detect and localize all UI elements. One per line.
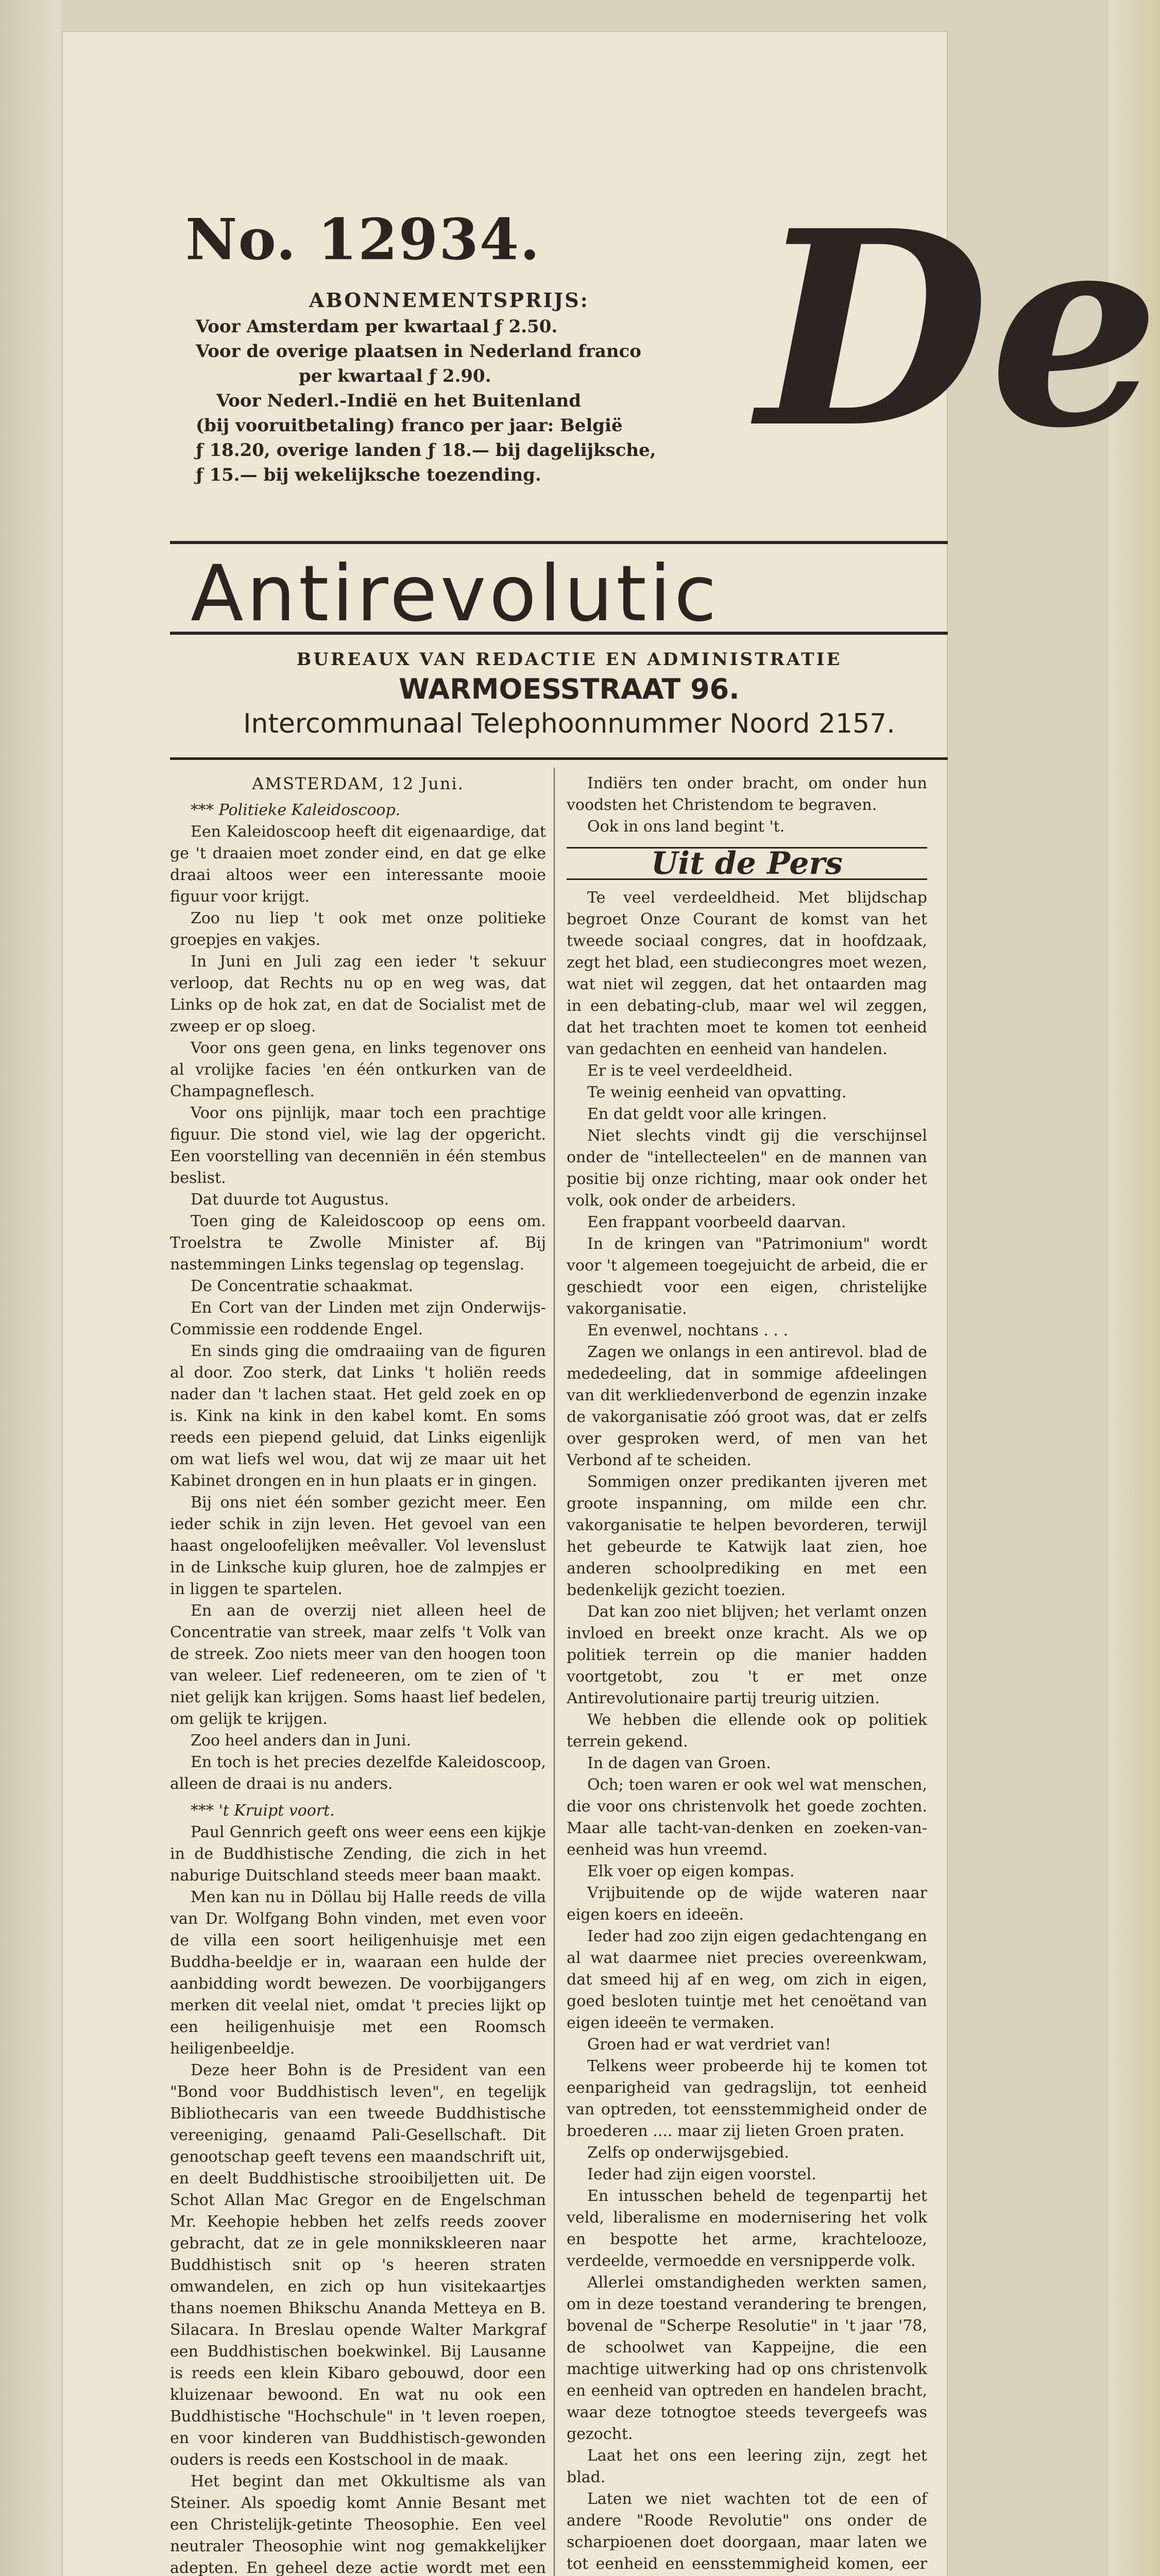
- subscription-prices: [196, 314, 711, 487]
- paragraph: Te weinig eenheid van opvatting.: [587, 1083, 847, 1101]
- paragraph: Er is te veel verdeeldheid.: [587, 1062, 793, 1080]
- paragraph: Deze heer Bohn is de President van een "Bond voor Buddhistisch leven", en tegelijk Bibliothecaris van een tweede Buddhistische vereeniging, genaamd Pali-Gesellschaft. Dit genootschap geeft tevens een maandschrift uit, en deelt Buddhistische strooibiljetten uit. De Schot Allan Mac Gregor en de Engelschman Mr. Keehopie hebben het zelfs reeds zoover gebracht, dat ze in gele monnikskleeren naar Buddhistisch snit op 's heeren straten omwandelen, en zich op hun visitekaartjes thans noemen Bhikschu Ananda Metteya en B. Silacara. In Breslau opende Walter Markgraf een Buddhistischen boekwinkel. Bij Lausanne is reeds een klein Kibaro gebouwd, door een kluizenaar bewoond. En wat nu ook een Buddhistische "Hochschule" in 't leven roepen, en voor kinderen van Buddhistisch-gewonden ouders is reeds een Kostschool in de maak.: [170, 2061, 546, 2469]
- masthead-title: Antirevolutic: [191, 549, 720, 639]
- press-heading: Uit de Pers: [567, 847, 927, 880]
- paragraph: Zelfs op onderwijsgebied.: [587, 2144, 789, 2162]
- paragraph: Ieder had zijn eigen voorstel.: [587, 2165, 816, 2183]
- masthead-title-strip: [170, 541, 948, 639]
- paragraph: En sinds ging die omdraaiing van de figuren al door. Zoo sterk, dat Links 't holiën reeds nader dan 't lachen staat. Het geld zoek en op is. Kink na kink in den kabel komt. En soms reeds een piepend geluid, dat Links eigenlijk om wat liefs wel wou, dat wij ze maar uit het Kabinet drongen en in hun plaats er in gingen.: [170, 1342, 546, 1490]
- paragraph: En intusschen beheld de tegenpartij het veld, liberalisme en modernisering het volk en bespotte het arme, krachtelooze, verdeelde, vermoedde en versnipperde volk.: [567, 2187, 927, 2270]
- paragraph: Zagen we onlangs in een antirevol. blad de mededeeling, dat in sommige afdeelingen van dit werkliedenverbond de egenzin inzake de vakorganisatie zóó groot was, dat er zelfs over gesproken werd, of men van het Verbond af te scheiden.: [567, 1343, 927, 1469]
- paragraph: In Juni en Juli zag een ieder 't sekuur verloop, dat Rechts nu op en weg was, dat Links op de hok zat, en dat de Socialist met de zweep er op sloeg.: [170, 953, 546, 1036]
- paragraph: Te veel verdeeldheid. Met blijdschap begroet Onze Courant de komst van het tweede sociaal congres, dat in hoofdzaak, zegt het blad, een studiecongres moet wezen, wat niet wil zeggen, dat het ontaarden mag in een debating-club, maar wel wil zeggen, dat het trachten moet te komen tot eenheid van gedachten en eenheid van handelen.: [567, 889, 927, 1058]
- paragraph: Groen had er wat verdriet van!: [587, 2036, 831, 2054]
- paragraph: Ook in ons land begint 't.: [587, 818, 785, 836]
- paragraph: Een Kaleidoscoop heeft dit eigenaardige, dat ge 't draaien moet zonder eind, en dat ge elke draai altoos weer een interessante mooie figuur voor krijgt.: [170, 823, 546, 906]
- paragraph: Dat kan zoo niet blijven; het verlamt onzen invloed en breekt onze kracht. Als we op politiek terrein op die manier hadden voortgetobt, zou 't er met onze Antirevolutionaire partij treurig uitzien.: [567, 1603, 927, 1707]
- left-paper-edge: [0, 0, 61, 2576]
- paragraph: Paul Gennrich geeft ons weer eens een kijkje in de Buddhistische Zending, die zich in het naburige Duitschland steeds meer baan maakt.: [170, 1823, 546, 1885]
- paragraph: Zoo heel anders dan in Juni.: [191, 1732, 412, 1750]
- paragraph: En Cort van der Linden met zijn Onderwijs-Commissie een roddende Engel.: [170, 1299, 546, 1338]
- subscription-line: ƒ 18.20, overige landen ƒ 18.— bij dagelijksche,: [196, 440, 656, 461]
- paragraph: En aan de overzij niet alleen heel de Concentratie van streek, maar zelfs 't Volk van de streek. Zoo niets meer van den hoogen toon van weleer. Lief redeneeren, om te zien of 't niet gelijk kan krijgen. Soms haast lief bedelen, om gelijk te krijgen.: [170, 1602, 546, 1728]
- paragraph: Laat het ons een leering zijn, zegt het blad.: [567, 2447, 927, 2486]
- subscription-line: ƒ 15.— bij wekelijksche toezending.: [196, 465, 541, 485]
- paragraph: Bij ons niet één somber gezicht meer. Een ieder schik in zijn leven. Het gevoel van een haast ongeloofelijken meêvaller. Vol levenslust in de Linksche kuip gluren, hoe de zalmpjes er in liggen te spartelen.: [170, 1494, 546, 1598]
- subscription-line: (bij vooruitbetaling) franco per jaar: België: [196, 415, 623, 436]
- paragraph: Een frappant voorbeeld daarvan.: [587, 1213, 846, 1231]
- office-phone: Intercommunaal Telephoonnummer Noord 2157.: [243, 708, 895, 739]
- paragraph: Telkens weer probeerde hij te komen tot eenparigheid van gedragslijn, tot eenheid van optreden, tot eensstemmigheid onder de broederen .... maar zij lieten Groen praten.: [567, 2057, 927, 2140]
- column-divider: [554, 768, 555, 2576]
- paragraph: Voor ons pijnlijk, maar toch een prachtige figuur. Die stond viel, wie lag der opgericht. Een voorstelling van decenniën in één stembus beslist.: [170, 1104, 546, 1187]
- section2-body: [170, 1822, 546, 2576]
- paragraph: Dat duurde tot Augustus.: [191, 1191, 389, 1209]
- paragraph: De Concentratie schaakmat.: [191, 1277, 414, 1295]
- dateline: AMSTERDAM, 12 Juni.: [252, 774, 464, 793]
- subscription-line: per kwartaal ƒ 2.90.: [299, 366, 491, 386]
- paragraph: Allerlei omstandigheden werkten samen, om in deze toestand verandering te brengen, bovenal de "Scherpe Resolutie" in 't jaar '78, de schoolwet van Kappeijne, die een machtige uitwerking had op ons christenvolk en eenheid van optreden en handelen bracht, waar deze totnogtoe steeds tevergeefs was gezocht.: [567, 2274, 927, 2443]
- office-street: WARMOESSTRAAT 96.: [399, 673, 740, 705]
- paragraph: We hebben die ellende ook op politiek terrein gekend.: [567, 1711, 927, 1751]
- paragraph: Men kan nu in Döllau bij Halle reeds de villa van Dr. Wolfgang Bohn vinden, met even voor de villa een soort heiligenhuisje met een Buddha-beeldje er in, waaraan een hulde der aanbidding wordt bewezen. De voorbijgangers merken dit veelal niet, omdat 't precies lijkt op een heiligenhuisje met een Roomsch heiligenbeeldje.: [170, 1888, 546, 2058]
- masthead-rule: [170, 757, 948, 760]
- paragraph: Och; toen waren er ook wel wat menschen, die voor ons christenvolk het goede zochten. Maar alle tacht-van-denken en zoeken-van-eenheid was hun vreemd.: [567, 1776, 927, 1859]
- office-label: BUREAUX VAN REDACTIE EN ADMINISTRATIE: [296, 649, 842, 670]
- paragraph: Vrijbuitende op de wijde wateren naar eigen koers en ideeën.: [567, 1884, 927, 1924]
- paragraph: Laten we niet wachten tot de een of andere "Roode Revolutie" ons onder de scharpioenen doet doorgaan, maar laten we tot eenheid en eensstemmigheid komen, eer: [567, 2490, 927, 2573]
- paragraph: Indiërs ten onder bracht, om onder hun voodsten het Christendom te begraven.: [567, 774, 927, 814]
- paragraph: Elk voer op eigen kompas.: [587, 1862, 795, 1880]
- paragraph: Voor ons geen gena, en links tegenover ons al vrolijke facies 'en één ontkurken van de Champagneflesch.: [170, 1039, 546, 1100]
- left-column: [170, 773, 546, 2576]
- paragraph: In de kringen van "Patrimonium" wordt voor 't algemeen toegejuicht de arbeid, die er geschiedt voor een eigen, christelijke vakorganisatie.: [567, 1235, 927, 1318]
- right-column: [567, 773, 927, 2576]
- paragraph: En toch is het precies dezelfde Kaleidoscoop, alleen de draai is nu anders.: [170, 1753, 546, 1793]
- paragraph: Ieder had zoo zijn eigen gedachtengang en al wat daarmee niet precies overeenkwam, dat smeed hij af en weg, om zich in eigen, goed besloten tuintje met het cenoëtand van eigen ideeën te vermaken.: [567, 1927, 927, 2032]
- paragraph: Niet slechts vindt gij die verschijnsel onder de "intellecteelen" en de mannen van positie bij onze richting, maar ook onder het volk, ook onder de arbeiders.: [567, 1127, 927, 1210]
- continuation-body: [567, 773, 927, 838]
- subscription-line: Voor Amsterdam per kwartaal ƒ 2.50.: [196, 316, 558, 337]
- masthead-logo: De: [757, 172, 1160, 487]
- paragraph: En dat geldt voor alle kringen.: [587, 1105, 827, 1123]
- subscription-line: Voor de overige plaatsen in Nederland franco: [196, 341, 641, 362]
- office-address: [191, 649, 948, 739]
- paragraph: In de dagen van Groen.: [587, 1754, 771, 1772]
- press-body: [567, 887, 927, 2576]
- paragraph: Het begint dan met Okkultisme als van Steiner. Als spoedig komt Annie Besant met een Christelijk-getinte Theosophie. Een veel neutraler Theosophie wint nog gemakkelijker adepten. En geheel deze actie wordt met een: [170, 2472, 546, 2576]
- paragraph: Zoo nu liep 't ook met onze politieke groepjes en vakjes.: [170, 909, 546, 949]
- paragraph: Sommigen onzer predikanten ijveren met groote inspanning, om milde een chr. vakorganisatie te helpen bevorderen, terwijl het gebeurde te Katwijk laat zien, hoe anderen schoolprediking en met een bedenkelijk gezicht toezien.: [567, 1473, 927, 1599]
- issue-number: No. 12934.: [185, 206, 541, 273]
- section1-body: [170, 821, 546, 1795]
- section-title: *** Politieke Kaleidoscoop.: [191, 801, 401, 819]
- subscription-line: Voor Nederl.-Indië en het Buitenland: [216, 391, 581, 411]
- paragraph: En evenwel, nochtans . . .: [587, 1321, 789, 1340]
- subscription-title: ABONNEMENTSPRIJS:: [309, 289, 589, 312]
- paragraph: Toen ging de Kaleidoscoop op eens om. Troelstra te Zwolle Minister af. Bij nastemmingen Links tegenslag op tegenslag.: [170, 1212, 546, 1274]
- section-title: *** 't Kruipt voort.: [191, 1802, 335, 1820]
